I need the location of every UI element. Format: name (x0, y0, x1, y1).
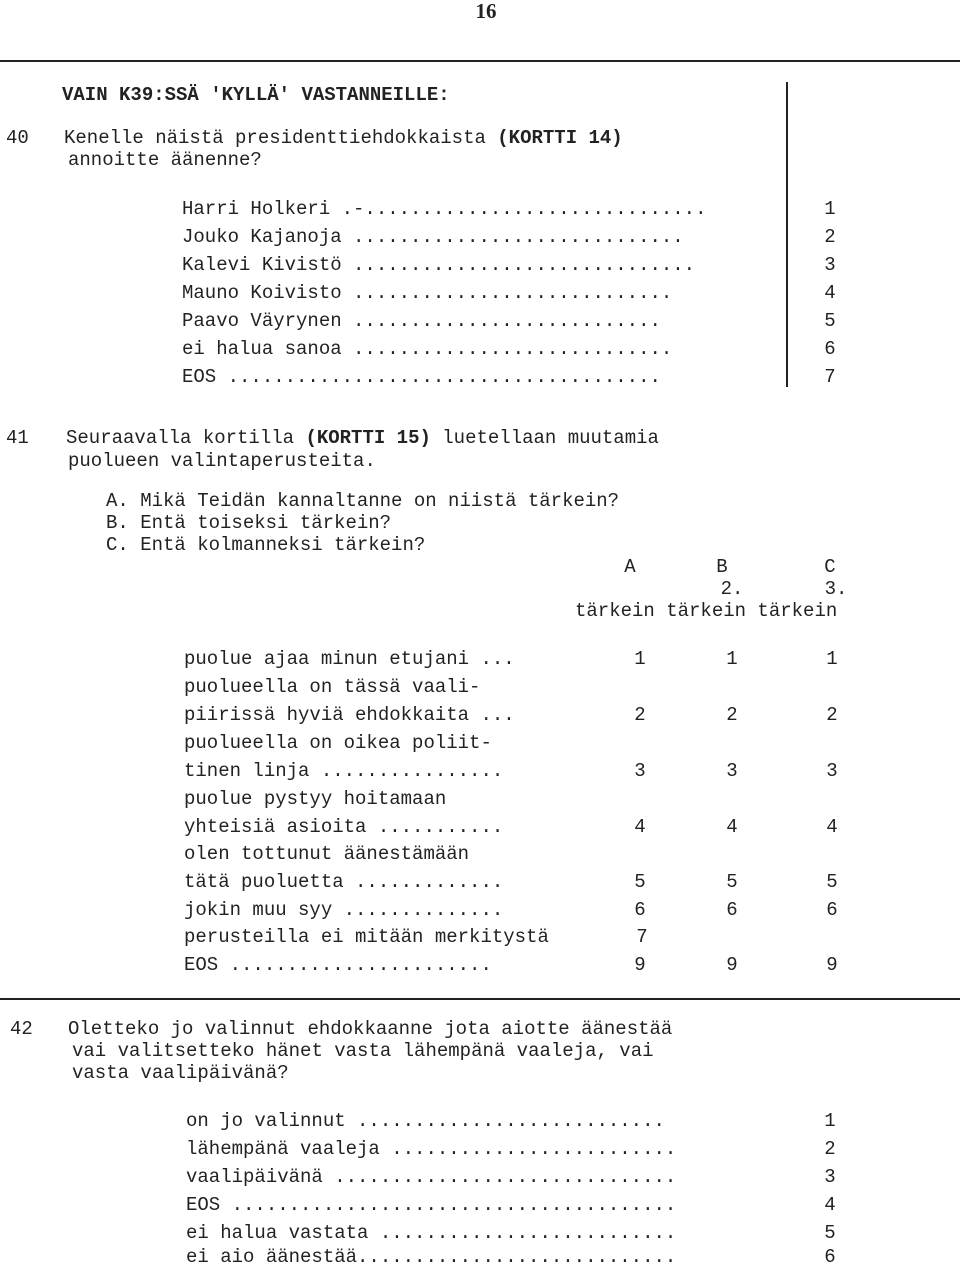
criterion-label: puolue ajaa minun etujani ... (184, 648, 515, 670)
question-number: 41 (6, 427, 29, 449)
question-text-line: annoitte äänenne? (68, 149, 262, 171)
code-a: 2 (634, 704, 646, 726)
option-label: Jouko Kajanoja ............................. (182, 226, 684, 248)
code-c: 2 (826, 704, 838, 726)
option-code: 5 (824, 1222, 836, 1244)
code-b: 2 (726, 704, 738, 726)
vertical-divider (786, 82, 788, 387)
option-label: EOS ...................................... (182, 366, 661, 388)
code-a: 3 (634, 760, 646, 782)
column-header-b-rank: 2. (720, 578, 744, 600)
option-label: ei aio äänestää............................ (186, 1246, 677, 1268)
option-code: 1 (824, 198, 836, 220)
column-header-b: B (716, 556, 728, 578)
code-b: 1 (726, 648, 738, 670)
option-label: Harri Holkeri .-.............................. (182, 198, 707, 220)
section-rule (0, 998, 960, 1000)
code-b: 6 (726, 899, 738, 921)
sub-question-b: B. Entä toiseksi tärkein? (106, 512, 392, 534)
option-code: 2 (824, 226, 836, 248)
criterion-label: yhteisiä asioita ........... (184, 816, 504, 838)
column-header-c: C (824, 556, 836, 578)
column-header-a: A (624, 556, 636, 578)
option-code: 3 (824, 254, 836, 276)
question-text-line: vasta vaalipäivänä? (72, 1062, 289, 1084)
code-b: 5 (726, 871, 738, 893)
option-code: 6 (824, 1246, 836, 1268)
card-reference: (KORTTI 15) (305, 427, 431, 449)
column-header-c-rank: 3. (824, 578, 848, 600)
page-number: 16 (475, 0, 497, 23)
code-c: 4 (826, 816, 838, 838)
code-a: 7 (636, 926, 648, 948)
code-a: 6 (634, 899, 646, 921)
question-text: Kenelle näistä presidenttiehdokkaista (64, 127, 498, 149)
question-text: luetellaan muutamia (430, 427, 659, 449)
code-c: 6 (826, 899, 838, 921)
code-a: 4 (634, 816, 646, 838)
criterion-label: perusteilla ei mitään merkitystä (184, 926, 549, 948)
option-label: vaalipäivänä .............................. (186, 1166, 677, 1188)
question-text-line: puolueen valintaperusteita. (68, 450, 376, 472)
option-code: 7 (824, 366, 836, 388)
option-code: 1 (824, 1110, 836, 1132)
question-number: 42 (10, 1018, 33, 1040)
code-c: 9 (826, 954, 838, 976)
criterion-label: olen tottunut äänestämään (184, 843, 470, 865)
code-a: 5 (634, 871, 646, 893)
card-reference: (KORTTI 14) (497, 127, 623, 149)
code-c: 3 (826, 760, 838, 782)
question-text: Seuraavalla kortilla (66, 427, 306, 449)
question-text-line: vai valitsetteko hänet vasta lähempänä vaaleja, vai (72, 1040, 654, 1062)
criterion-label: puolueella on tässä vaali- (184, 676, 481, 698)
criterion-label: EOS ....................... (184, 954, 492, 976)
criterion-label: puolue pystyy hoitamaan (184, 788, 447, 810)
criterion-label: piirissä hyviä ehdokkaita ... (184, 704, 515, 726)
option-code: 4 (824, 1194, 836, 1216)
filter-instruction: VAIN K39:SSÄ 'KYLLÄ' VASTANNEILLE: (62, 84, 450, 106)
option-label: EOS ....................................... (186, 1194, 677, 1216)
code-c: 5 (826, 871, 838, 893)
code-a: 1 (634, 648, 646, 670)
criterion-label: tinen linja ................ (184, 760, 504, 782)
option-code: 2 (824, 1138, 836, 1160)
top-rule (0, 60, 960, 62)
criterion-label: jokin muu syy .............. (184, 899, 504, 921)
code-b: 9 (726, 954, 738, 976)
criterion-label: tätä puoluetta ............. (184, 871, 504, 893)
option-label: lähempänä vaaleja ......................... (186, 1138, 677, 1160)
code-a: 9 (634, 954, 646, 976)
option-code: 6 (824, 338, 836, 360)
question-text-line (66, 427, 659, 449)
option-label: on jo valinnut ........................... (186, 1110, 665, 1132)
question-text-line (64, 127, 623, 149)
code-c: 1 (826, 648, 838, 670)
code-b: 3 (726, 760, 738, 782)
option-label: Mauno Koivisto ............................ (182, 282, 673, 304)
option-label: ei halua sanoa ............................ (182, 338, 673, 360)
option-code: 5 (824, 310, 836, 332)
option-code: 3 (824, 1166, 836, 1188)
option-label: ei halua vastata .......................... (186, 1222, 677, 1244)
sub-question-c: C. Entä kolmanneksi tärkein? (106, 534, 426, 556)
criterion-label: puolueella on oikea poliit- (184, 732, 492, 754)
option-label: Kalevi Kivistö .............................. (182, 254, 696, 276)
sub-question-a: A. Mikä Teidän kannaltanne on niistä tärkein? (106, 490, 620, 512)
option-code: 4 (824, 282, 836, 304)
question-text-line: Oletteko jo valinnut ehdokkaanne jota aiotte äänestää (68, 1018, 673, 1040)
option-label: Paavo Väyrynen ........................... (182, 310, 661, 332)
code-b: 4 (726, 816, 738, 838)
column-header-importance: tärkein tärkein tärkein (575, 600, 838, 622)
question-number: 40 (6, 127, 29, 149)
